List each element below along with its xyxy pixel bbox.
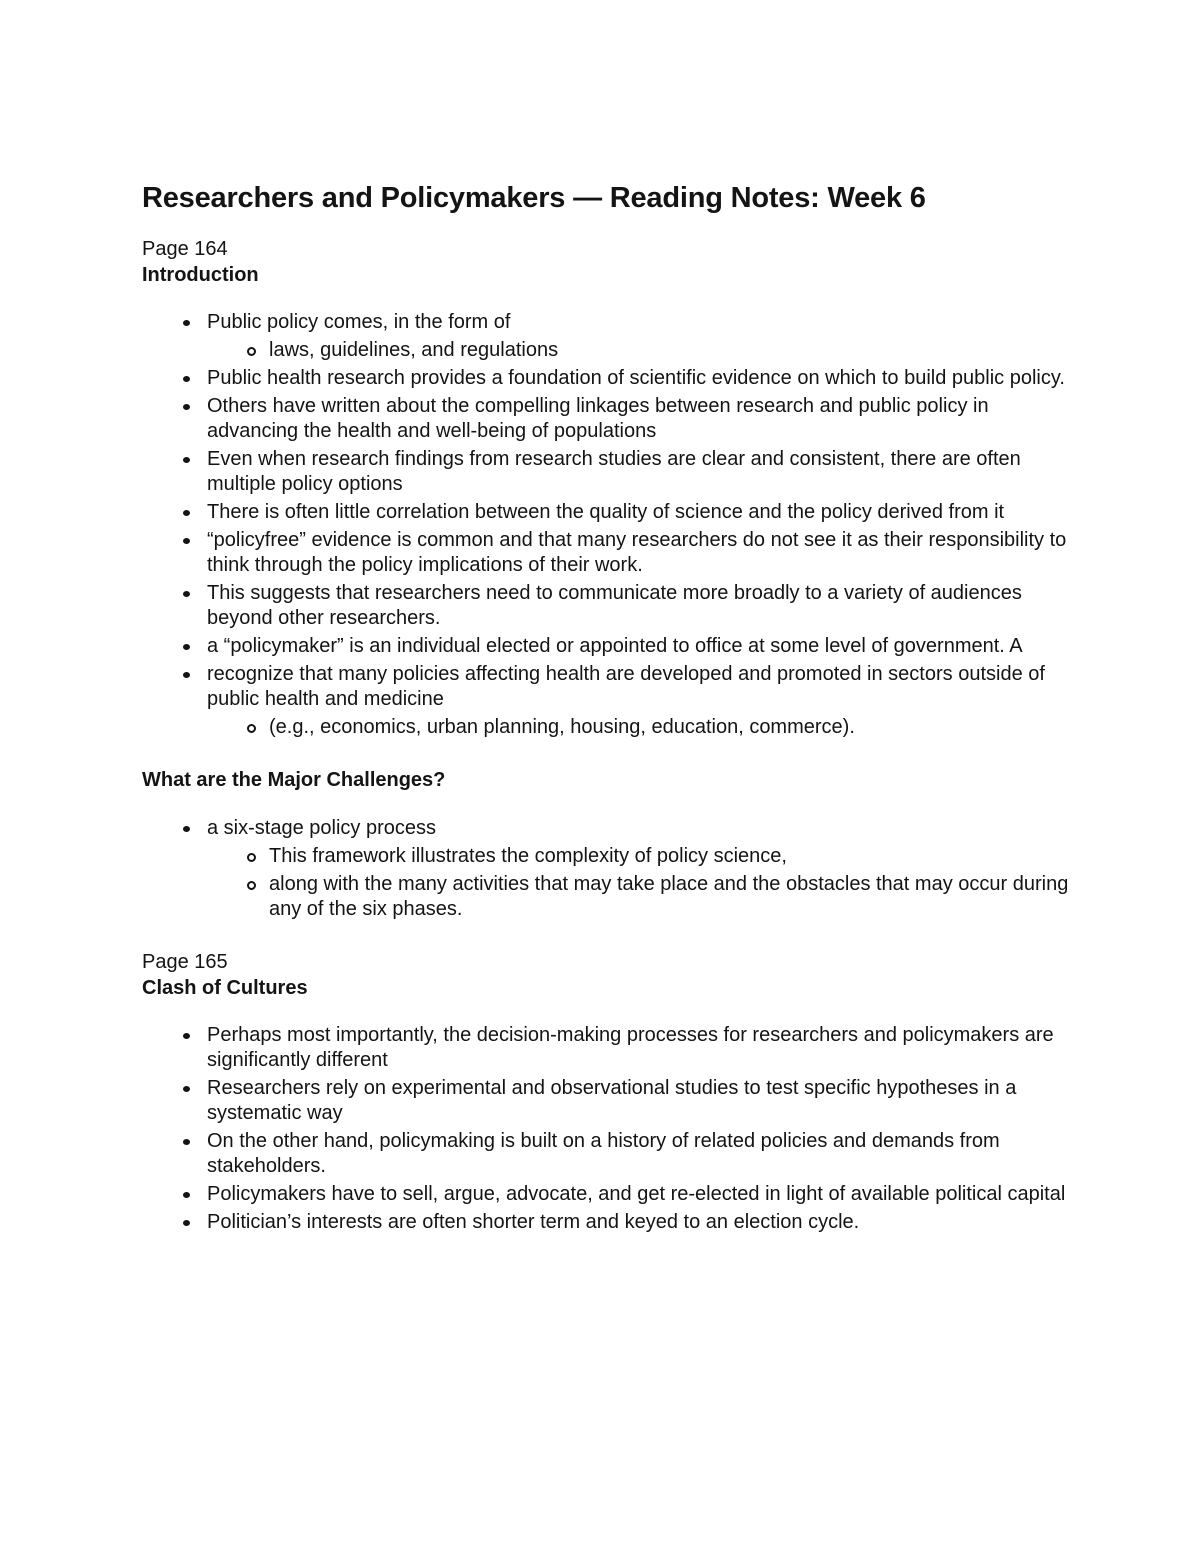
list-item [142, 1210, 1072, 1235]
bullet-icon [183, 376, 190, 382]
sub-list-item [207, 844, 1072, 869]
clash-of-cultures-list [142, 1023, 1072, 1235]
list-item [142, 1182, 1072, 1207]
bullet-icon [183, 538, 190, 544]
bullet-icon [183, 510, 190, 516]
list-item-text: recognize that many policies affecting health are developed and promoted in sectors outside of public health and medicine [207, 663, 1045, 710]
bullet-icon [183, 644, 190, 650]
list-item-text: “policyfree” evidence is common and that many researchers do not see it as their responsibility to think through the policy implications of their work. [207, 529, 1067, 576]
sub-list-item-text: This framework illustrates the complexity of policy science, [269, 845, 787, 867]
bullet-icon [183, 672, 190, 678]
section-heading-major-challenges: What are the Major Challenges? [142, 769, 446, 791]
list-item [142, 528, 1072, 578]
list-item [142, 394, 1072, 444]
bullet-icon [183, 826, 190, 832]
list-item [142, 1023, 1072, 1073]
bullet-icon [183, 404, 190, 410]
hollow-bullet-icon [247, 853, 256, 862]
list-item-text: Even when research findings from research studies are clear and consistent, there are often multiple policy options [207, 448, 1021, 495]
list-item-text: Politician’s interests are often shorter term and keyed to an election cycle. [207, 1211, 860, 1233]
bullet-icon [183, 1220, 190, 1226]
list-item-text: Public policy comes, in the form of [207, 311, 511, 333]
hollow-bullet-icon [247, 347, 256, 356]
page-reference: Page 165 [142, 951, 228, 973]
list-item [142, 500, 1072, 525]
bullet-icon [183, 591, 190, 597]
list-item-text: This suggests that researchers need to communicate more broadly to a variety of audiences beyond other researchers. [207, 582, 1022, 629]
list-item-text: On the other hand, policymaking is built on a history of related policies and demands from stakeholders. [207, 1130, 1000, 1177]
list-item [142, 366, 1072, 391]
hollow-bullet-icon [247, 724, 256, 733]
list-item-text: Others have written about the compelling linkages between research and public policy in advancing the health and well-being of populations [207, 395, 989, 442]
section-heading-clash-of-cultures: Clash of Cultures [142, 977, 308, 999]
introduction-list [142, 310, 1072, 740]
sub-list-item-text: (e.g., economics, urban planning, housing, education, commerce). [269, 716, 855, 738]
sub-list-item [207, 715, 1072, 740]
list-item-text: a six-stage policy process [207, 817, 436, 839]
list-item [142, 634, 1072, 659]
list-item [142, 1076, 1072, 1126]
bullet-icon [183, 1139, 190, 1145]
sub-list-item-text: laws, guidelines, and regulations [269, 339, 559, 361]
list-item [142, 581, 1072, 631]
sub-list-item [207, 338, 1072, 363]
page-reference: Page 164 [142, 238, 228, 260]
bullet-icon [183, 1192, 190, 1198]
list-item-text: Policymakers have to sell, argue, advocate, and get re-elected in light of available political capital [207, 1183, 1066, 1205]
challenges-list [142, 816, 1072, 922]
sub-list [207, 338, 1072, 363]
bullet-icon [183, 1033, 190, 1039]
list-item [142, 1129, 1072, 1179]
document-title: Researchers and Policymakers — Reading Notes: Week 6 [142, 182, 926, 214]
hollow-bullet-icon [247, 881, 256, 890]
list-item-text: Researchers rely on experimental and observational studies to test specific hypotheses in a systematic way [207, 1077, 1017, 1124]
sub-list [207, 844, 1072, 922]
list-item [142, 816, 1072, 922]
document-page [142, 178, 1072, 1238]
list-item-text: a “policymaker” is an individual elected or appointed to office at some level of government. A [207, 635, 1023, 657]
list-item [142, 310, 1072, 363]
list-item-text: There is often little correlation between the quality of science and the policy derived from it [207, 501, 1005, 523]
bullet-icon [183, 457, 190, 463]
list-item-text: Public health research provides a foundation of scientific evidence on which to build public policy. [207, 367, 1065, 389]
sub-list-item [207, 872, 1072, 922]
section-heading-introduction: Introduction [142, 264, 259, 286]
list-item [142, 662, 1072, 740]
sub-list-item-text: along with the many activities that may take place and the obstacles that may occur during any of the six phases. [269, 873, 1069, 920]
sub-list [207, 715, 1072, 740]
bullet-icon [183, 1086, 190, 1092]
list-item [142, 447, 1072, 497]
list-item-text: Perhaps most importantly, the decision-making processes for researchers and policymakers are significantly different [207, 1024, 1054, 1071]
bullet-icon [183, 320, 190, 326]
